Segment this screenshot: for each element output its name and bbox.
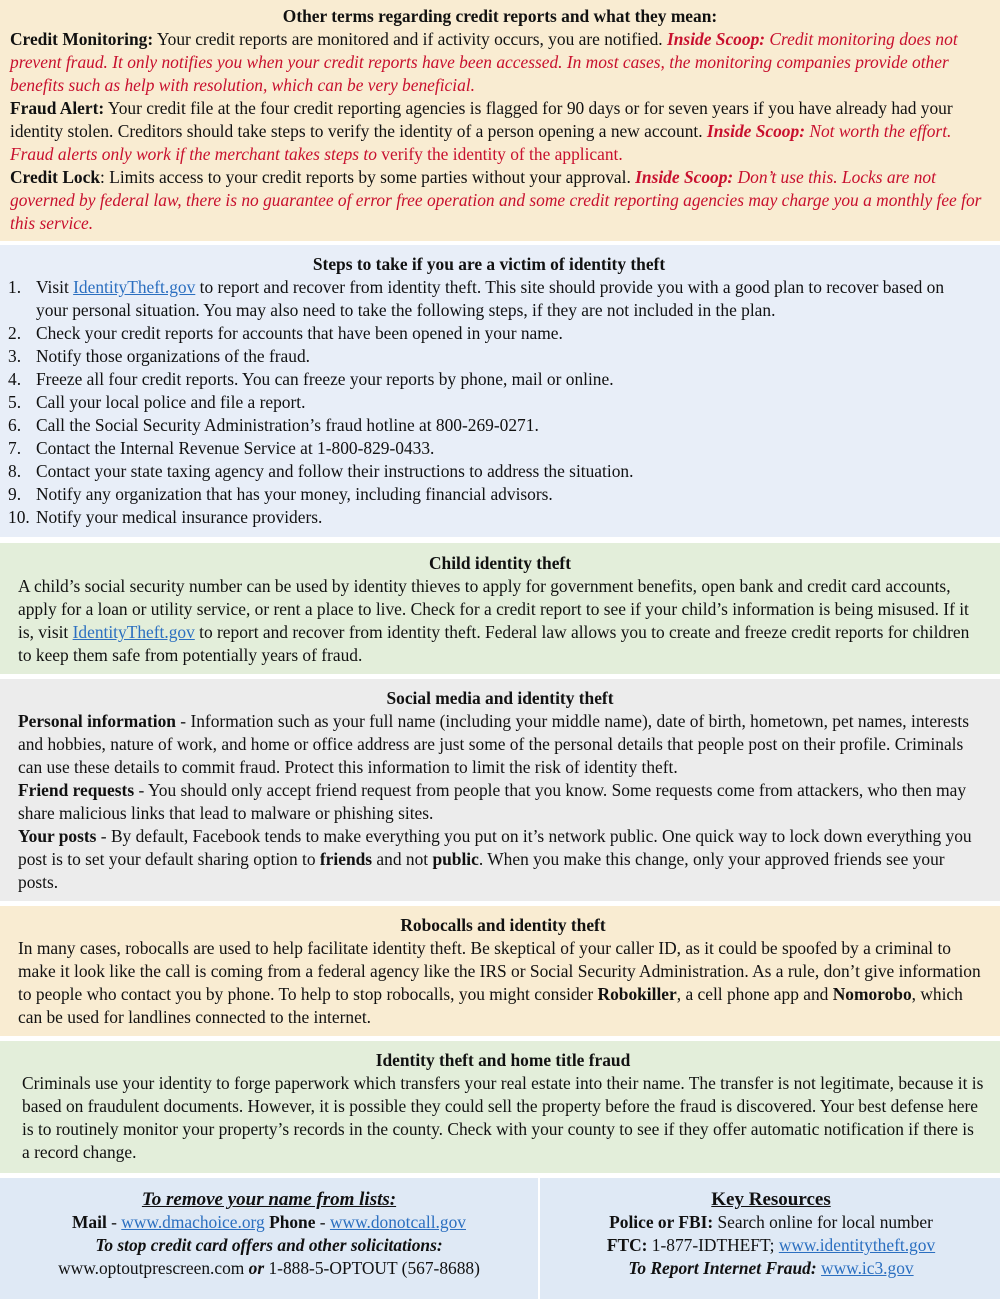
label: Police or FBI: xyxy=(609,1212,714,1232)
item-number: 9. xyxy=(8,484,22,504)
item-number: 3. xyxy=(8,346,22,366)
home-title-paragraph: Criminals use your identity to forge paperwork which transfers your real estate into their name. The transfer is not legitimate, because it is based on fraudulent documents. However, it is possible they could sell the property before the fraud is discovered. Your best defense here is to routinely monitor your property’s records in the county. Check with your county to see if they offer automatic notification if there is a record change. xyxy=(22,1073,984,1162)
list-item xyxy=(8,368,970,391)
section-title: Robocalls and identity theft xyxy=(400,915,606,935)
child-identity-section xyxy=(0,543,1000,674)
term-label: Credit Lock xyxy=(10,167,101,187)
scoop-label: Inside Scoop: xyxy=(635,167,734,187)
bold-text: public xyxy=(432,849,479,869)
friend-requests-paragraph xyxy=(18,779,982,825)
item-text: Call your local police and file a report. xyxy=(36,392,306,412)
text: , a cell phone app and xyxy=(676,984,833,1004)
scoop-label: Inside Scoop: xyxy=(666,29,766,49)
list-item xyxy=(8,483,970,506)
scoop-text: Credit monitoring does not prevent fraud. It only notifies you when your credit reports have been accessed. In most cases, the monitoring companies provide other benefits such as help with resolution, which can be very beneficial. xyxy=(10,29,958,95)
label: Personal information xyxy=(18,711,176,731)
mail-phone-line xyxy=(0,1211,538,1234)
bold-text: Nomorobo xyxy=(832,984,912,1004)
column-title: Key Resources xyxy=(711,1189,831,1210)
item-text: Notify any organization that has your money, including financial advisors. xyxy=(36,484,553,504)
column-title: To remove your name from lists: xyxy=(141,1189,397,1210)
item-number: 2. xyxy=(8,323,22,343)
item-text xyxy=(36,276,970,322)
scoop-label: Inside Scoop: xyxy=(706,121,805,141)
item-text: Contact the Internal Revenue Service at 1-800-829-0433. xyxy=(36,438,435,458)
term-text: Your credit file at the four credit reporting agencies is flagged for 90 days or for seven years if you have already had your identity stolen. Creditors should take steps to verify the identity of a person opening a new account. xyxy=(10,98,953,141)
label: Your posts xyxy=(18,826,97,846)
credit-lock-term xyxy=(10,166,990,235)
section-title: Other terms regarding credit reports and what they mean: xyxy=(282,6,718,26)
text: A child’s social security number can be used by identity thieves to apply for government benefits, open bank and credit card accounts, apply for a loan or utility service, or rent a place to live. Check for a credit report to see if your child’s information is being misused. If it is, visit xyxy=(18,576,969,642)
fraud-alert-term xyxy=(10,97,990,166)
text: www.optoutprescreen.com xyxy=(58,1258,249,1278)
credit-terms-section xyxy=(0,0,1000,241)
text: Visit xyxy=(36,277,74,297)
item-text: Freeze all four credit reports. You can freeze your reports by phone, mail or online. xyxy=(36,369,614,389)
child-paragraph xyxy=(18,575,982,667)
text: to report and recover from identity theft. Federal law allows you to create and freeze credit reports for children to keep them safe from potentially years of fraud. xyxy=(18,622,970,665)
item-number: 10. xyxy=(8,507,30,527)
text: , which can be used for landlines connected to the internet. xyxy=(18,984,963,1027)
text: - You should only accept friend request from people that you know. Some requests come from attackers, who then may share malicious links that lead to malware or phishing sites. xyxy=(18,780,967,823)
donotcall-link[interactable]: www.donotcall.gov xyxy=(329,1212,466,1232)
text: to report and recover from identity theft. This site should provide you with a good plan to recover based on your personal situation. You may also need to take the following steps, if they are not included in the plan. xyxy=(36,277,945,320)
text: In many cases, robocalls are used to help facilitate identity theft. Be skeptical of your caller ID, as it could be spoofed by a criminal to make it look like the call is coming from a federal agency like the IRS or Social Security Administration. As a rule, don’t give information to people who contact you by phone. To help to stop robocalls, you might consider xyxy=(18,938,981,1004)
bold-text: friends xyxy=(319,849,373,869)
item-number: 7. xyxy=(8,438,22,458)
identitytheft-link[interactable]: IdentityTheft.gov xyxy=(73,277,196,297)
dmachoice-link[interactable]: www.dmachoice.org xyxy=(121,1212,265,1232)
ic3-link[interactable]: www.ic3.gov xyxy=(821,1258,914,1278)
section-title: Child identity theft xyxy=(428,553,572,573)
label: To Report Internet Fraud: xyxy=(628,1258,817,1278)
stop-offers-heading: To stop credit card offers and other solicitations: xyxy=(95,1235,443,1255)
scoop-tail: verify the identity of the applicant. xyxy=(381,144,623,164)
your-posts-paragraph xyxy=(18,825,982,894)
text: 1-888-5-OPTOUT (567-8688) xyxy=(264,1258,480,1278)
social-media-section xyxy=(0,679,1000,901)
remove-name-column xyxy=(0,1178,540,1299)
text: 1-877-IDTHEFT; xyxy=(647,1235,779,1255)
item-number: 5. xyxy=(8,392,22,412)
section-title: Steps to take if you are a victim of identity theft xyxy=(312,254,666,274)
police-line xyxy=(542,1211,1000,1234)
section-title: Identity theft and home title fraud xyxy=(375,1050,631,1070)
text: - Information such as your full name (including your middle name), date of birth, hometown, pet names, interests and hobbies, nature of work, and home or office address are just some of the personal details that people post on their profile. Criminals can use these details to commit fraud. Protect this information to limit the risk of identity theft. xyxy=(18,711,969,777)
label: FTC: xyxy=(606,1235,648,1255)
list-item xyxy=(8,506,970,529)
list-item xyxy=(8,460,970,483)
term-text: : Limits access to your credit reports by some parties without your approval. xyxy=(100,167,636,187)
text: - By default, Facebook tends to make everything you put on it’s network public. One quick way to lock down everything you post is to set your default sharing option to xyxy=(18,826,972,869)
or-text: or xyxy=(248,1258,265,1278)
scoop-text: Not worth the effort. Fraud alerts only work if the merchant takes steps to xyxy=(10,121,952,164)
label: Mail xyxy=(72,1212,107,1232)
term-label: Fraud Alert: xyxy=(10,98,105,118)
key-resources-column xyxy=(542,1178,1000,1299)
identitytheft-gov-link[interactable]: www.identitytheft.gov xyxy=(778,1235,936,1255)
text: - xyxy=(315,1212,330,1232)
list-item xyxy=(8,276,970,322)
identitytheft-link[interactable]: IdentityTheft.gov xyxy=(72,622,195,642)
home-title-section xyxy=(0,1041,1000,1173)
text: . When you make this change, only your approved friends see your posts. xyxy=(18,849,945,892)
item-text: Contact your state taxing agency and follow their instructions to address the situation. xyxy=(36,461,634,481)
item-text: Notify those organizations of the fraud. xyxy=(36,346,310,366)
text: Search online for local number xyxy=(713,1212,933,1232)
item-text: Notify your medical insurance providers. xyxy=(36,507,323,527)
credit-monitoring-term xyxy=(10,28,990,97)
personal-information-paragraph xyxy=(18,710,982,779)
optout-line xyxy=(0,1257,538,1280)
text: - xyxy=(106,1212,122,1232)
label: Phone xyxy=(264,1212,316,1232)
item-number: 1. xyxy=(8,277,22,297)
internet-fraud-line xyxy=(542,1257,1000,1280)
text: and not xyxy=(372,849,433,869)
steps-list xyxy=(8,276,970,529)
list-item xyxy=(8,322,970,345)
item-number: 8. xyxy=(8,461,22,481)
victim-steps-section xyxy=(0,245,1000,537)
ftc-line xyxy=(542,1234,1000,1257)
section-title: Social media and identity theft xyxy=(386,688,614,708)
item-number: 6. xyxy=(8,415,22,435)
term-text: Your credit reports are monitored and if activity occurs, you are notified. xyxy=(153,29,667,49)
bold-text: Robokiller xyxy=(597,984,677,1004)
robocalls-paragraph xyxy=(18,937,988,1029)
list-item xyxy=(8,414,970,437)
robocalls-section xyxy=(0,906,1000,1036)
scoop-text: Don’t use this. Locks are not governed by federal law, there is no guarantee of error free operation and some credit reporting agencies may charge you a monthly fee for this service. xyxy=(10,167,982,233)
list-item xyxy=(8,437,970,460)
resources-footer xyxy=(0,1178,1000,1299)
term-label: Credit Monitoring: xyxy=(10,29,154,49)
item-text: Call the Social Security Administration’s fraud hotline at 800-269-0271. xyxy=(36,415,539,435)
list-item xyxy=(8,391,970,414)
item-text: Check your credit reports for accounts that have been opened in your name. xyxy=(36,323,563,343)
item-number: 4. xyxy=(8,369,22,389)
list-item xyxy=(8,345,970,368)
label: Friend requests xyxy=(18,780,135,800)
